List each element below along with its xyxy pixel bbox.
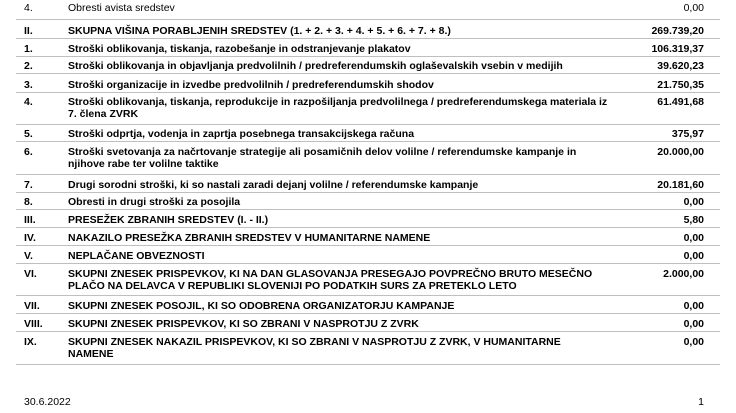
row-description: Obresti in drugi stroški za posojila [68, 196, 241, 208]
row-value: 20.181,60 [657, 179, 704, 191]
row-value: 0,00 [683, 196, 704, 208]
row-description: SKUPNA VIŠINA PORABLJENIH SREDSTEV (1. + 2. + 3. + 4. + 5. + 6. + 7. + 8.) [68, 25, 451, 37]
row-divider [16, 263, 720, 264]
row-description: Stroški svetovanja za načrtovanje strategije ali posamičnih delov volilne / referendumske kampanje in njihove rabe ter volilne taktike [68, 146, 577, 170]
row-value: 5,80 [683, 214, 704, 226]
row-value: 375,97 [671, 128, 704, 140]
row-description: Stroški organizacije in izvedbe predvolilnih / predreferendumskih shodov [68, 79, 434, 91]
row-value: 20.000,00 [657, 146, 704, 158]
row-divider [16, 364, 720, 365]
row-description: Stroški oblikovanja, tiskanja, reprodukcije in razpošiljanja predvolilnega / predreferendumskega materiala iz 7. člena ZVRK [68, 96, 608, 120]
row-divider [16, 245, 720, 246]
page-number: 1 [698, 396, 704, 408]
row-description: SKUPNI ZNESEK PRISPEVKOV, KI SO ZBRANI V NASPROTJU Z ZVRK [68, 318, 419, 330]
row-value: 106.319,37 [651, 43, 704, 55]
row-divider [16, 192, 720, 193]
row-divider [16, 174, 720, 175]
row-value: 0,00 [683, 336, 704, 348]
row-divider [16, 295, 720, 296]
row-value: 0,00 [683, 318, 704, 330]
row-number: 4. [24, 2, 33, 14]
row-description: Drugi sorodni stroški, ki so nastali zaradi dejanj volilne / referendumske kampanje [68, 179, 479, 191]
row-number: IV. [24, 232, 36, 244]
row-value: 0,00 [683, 300, 704, 312]
row-value: 39.620,23 [657, 60, 704, 72]
row-number: 7. [24, 179, 33, 191]
row-divider [16, 227, 720, 228]
row-number: VI. [24, 268, 37, 280]
row-number: 2. [24, 60, 33, 72]
row-value: 0,00 [683, 2, 704, 14]
row-description: Stroški oblikovanja, tiskanja, razobešanje in odstranjevanje plakatov [68, 43, 411, 55]
row-description: Stroški oblikovanja in objavljanja predvolilnih / predreferendumskih oglaševalskih vsebin v medijih [68, 60, 563, 72]
row-value: 61.491,68 [657, 96, 704, 108]
row-number: 6. [24, 146, 33, 158]
row-divider [16, 73, 720, 74]
row-divider [16, 38, 720, 39]
row-divider [16, 56, 720, 57]
row-number: V. [24, 250, 33, 262]
row-description: SKUPNI ZNESEK PRISPEVKOV, KI NA DAN GLASOVANJA PRESEGAJO POVPREČNO BRUTO MESEČNO PLAČO NA DELAVCA V REPUBLIKI SLOVENIJI PO PODATKIH SURS ZA PRETEKLO LETO [68, 268, 593, 292]
row-divider [16, 141, 720, 142]
row-number: 5. [24, 128, 33, 140]
row-description: PRESEŽEK ZBRANIH SREDSTEV (I. - II.) [68, 214, 269, 226]
row-description: NAKAZILO PRESEŽKA ZBRANIH SREDSTEV V HUMANITARNE NAMENE [68, 232, 431, 244]
row-description: SKUPNI ZNESEK NAKAZIL PRISPEVKOV, KI SO ZBRANI V NASPROTJU Z ZVRK, V HUMANITARNE NAMENE [68, 336, 561, 360]
row-description: SKUPNI ZNESEK POSOJIL, KI SO ODOBRENA ORGANIZATORJU KAMPANJE [68, 300, 455, 312]
row-divider [16, 19, 720, 20]
row-value: 21.750,35 [657, 79, 704, 91]
row-value: 0,00 [683, 250, 704, 262]
row-number: 1. [24, 43, 33, 55]
row-divider [16, 209, 720, 210]
row-number: II. [24, 25, 33, 37]
row-description: Obresti avista sredstev [68, 2, 175, 14]
row-number: VIII. [24, 318, 43, 330]
row-divider [16, 124, 720, 125]
report-date: 30.6.2022 [24, 396, 71, 408]
row-description: NEPLAČANE OBVEZNOSTI [68, 250, 205, 262]
row-value: 269.739,20 [651, 25, 704, 37]
row-description: Stroški odprtja, vodenja in zaprtja posebnega transakcijskega računa [68, 128, 415, 140]
row-divider [16, 92, 720, 93]
row-number: 8. [24, 196, 33, 208]
row-divider [16, 313, 720, 314]
row-number: VII. [24, 300, 40, 312]
row-value: 0,00 [683, 232, 704, 244]
row-value: 2.000,00 [663, 268, 704, 280]
row-number: 3. [24, 79, 33, 91]
row-number: 4. [24, 96, 33, 108]
row-number: III. [24, 214, 36, 226]
row-divider [16, 331, 720, 332]
row-number: IX. [24, 336, 37, 348]
